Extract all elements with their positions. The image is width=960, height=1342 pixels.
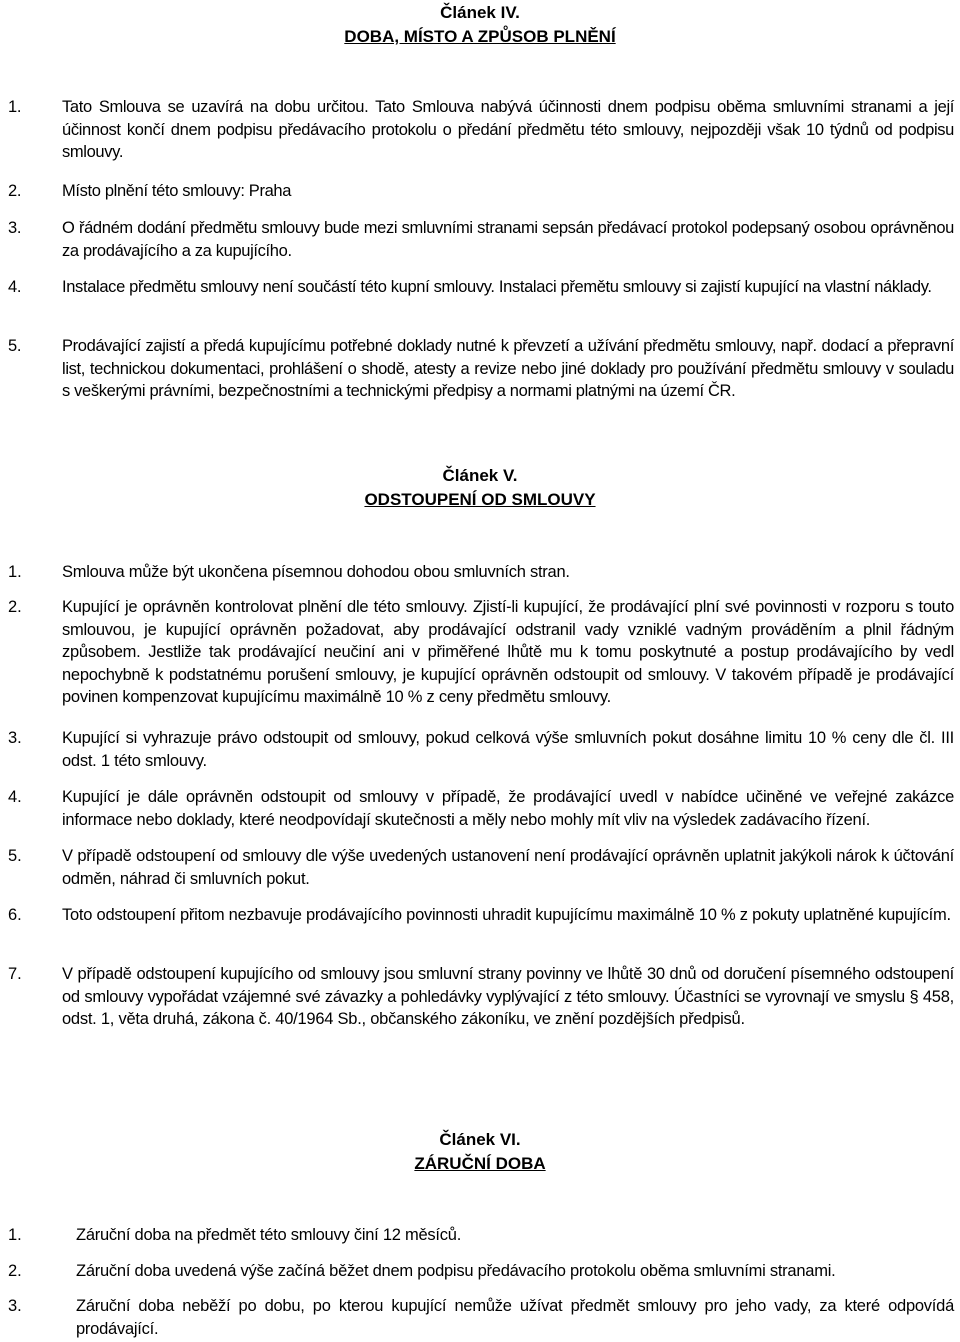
article-5-number: Článek V.	[442, 466, 518, 485]
item-text: Kupující si vyhrazuje právo odstoupit od smlouvy, pokud celková výše smluvních pokut dosáhne limitu 10 % ceny dle čl. III odst. 1 této smlouvy.	[62, 729, 954, 770]
article-6-item-1	[8, 1224, 954, 1247]
item-number: 3.	[8, 729, 22, 747]
item-number: 2.	[8, 1262, 22, 1280]
item-text: Instalace předmětu smlouvy není součástí této kupní smlouvy. Instalaci přemětu smlouvy si zajistí kupující na vlastní náklady.	[62, 278, 932, 296]
article-4-title: DOBA, MÍSTO A ZPŮSOB PLNĚNÍ	[344, 27, 616, 46]
item-number: 2.	[8, 598, 22, 616]
article-6-item-3	[8, 1295, 954, 1340]
article-4-item-5	[8, 335, 954, 403]
article-6-number: Článek VI.	[439, 1130, 521, 1149]
item-number: 2.	[8, 182, 22, 200]
article-6-item-2	[8, 1260, 954, 1283]
article-4-number: Článek IV.	[440, 3, 520, 22]
item-text: Záruční doba neběží po dobu, po kterou kupující nemůže užívat předmět smlouvy pro jeho vady, za které odpovídá prodávající.	[76, 1297, 954, 1338]
item-number: 6.	[8, 906, 22, 924]
article-5-item-2	[8, 596, 954, 709]
item-text: Prodávající zajistí a předá kupujícímu potřebné doklady nutné k převzetí a užívání předmětu smlouvy, např. dodací a přepravní list, technickou dokumentaci, prohlášení o shodě, atesty a revize nebo jiné doklady pro používání předmětu smlouvy v souladu s veškerými právními, bezpečnostními a technickými předpisy a normami platnými na území ČR.	[62, 337, 954, 400]
item-number: 5.	[8, 337, 22, 355]
article-5-item-5	[8, 845, 954, 890]
item-text: V případě odstoupení kupujícího od smlouvy jsou smluvní strany povinny ve lhůtě 30 dnů od doručení písemného odstoupení od smlouvy vypořádat vzájemné své závazky a pohledávky vyplývající z této smlouvy. Účastníci se vyrovnají ve smyslu § 458, odst. 1, věta druhá, zákona č. 40/1964 Sb., občanského zákoníku, ve znění pozdějších předpisů.	[62, 965, 954, 1028]
article-4-item-2	[8, 180, 954, 203]
item-number: 1.	[8, 563, 22, 581]
article-5-item-1	[8, 561, 954, 584]
article-5-item-4	[8, 786, 954, 831]
article-4-item-3	[8, 217, 954, 262]
article-4-item-1	[8, 96, 954, 164]
item-number: 4.	[8, 788, 22, 806]
item-text: Záruční doba uvedená výše začíná běžet dnem podpisu předávacího protokolu oběma smluvními stranami.	[76, 1262, 836, 1280]
item-text: Toto odstoupení přitom nezbavuje prodávajícího povinnosti uhradit kupujícímu maximálně 10 % z pokuty uplatněné kupujícím.	[62, 906, 951, 924]
item-number: 7.	[8, 965, 22, 983]
item-number: 5.	[8, 847, 22, 865]
item-text: V případě odstoupení od smlouvy dle výše uvedených ustanovení není prodávající oprávněn uplatnit jakýkoli nárok k účtování odměn, náhrad či smluvních pokut.	[62, 847, 954, 888]
item-number: 1.	[8, 1226, 22, 1244]
item-text: O řádném dodání předmětu smlouvy bude mezi smluvními stranami sepsán předávací protokol podepsaný osobou oprávněnou za prodávajícího a za kupujícího.	[62, 219, 954, 260]
item-text: Kupující je oprávněn kontrolovat plnění dle této smlouvy. Zjistí-li kupující, že prodávající plní své povinnosti v rozporu s touto smlouvou, je kupující oprávněn požadovat, aby prodávající odstranil vady vzniklé vadným prováděním a plnil řádným způsobem. Jestliže tak prodávající neučiní ani v přiměřené lhůtě mu k tomu poskytnuté a postup prodávajícího by vedl nepochybně k podstatnému porušení smlouvy, je kupující oprávněn odstoupit od smlouvy. V takovém případě je prodávající povinen kompenzovat kupujícímu maximálně 10 % z ceny předmětu smlouvy.	[62, 598, 954, 706]
item-number: 4.	[8, 278, 22, 296]
article-5-title: ODSTOUPENÍ OD SMLOUVY	[364, 490, 596, 509]
item-number: 3.	[8, 219, 22, 237]
article-6-title: ZÁRUČNÍ DOBA	[414, 1154, 546, 1173]
article-5-heading	[0, 465, 960, 512]
article-4-item-4	[8, 276, 954, 299]
item-text: Smlouva může být ukončena písemnou dohodou obou smluvních stran.	[62, 563, 570, 581]
item-number: 3.	[8, 1297, 22, 1315]
article-5-item-3	[8, 727, 954, 772]
article-5-item-6	[8, 904, 954, 927]
item-text: Místo plnění této smlouvy: Praha	[62, 182, 292, 200]
article-4-heading	[0, 2, 960, 49]
item-text: Záruční doba na předmět této smlouvy činí 12 měsíců.	[76, 1226, 462, 1244]
article-5-item-7	[8, 963, 954, 1031]
article-6-heading	[0, 1129, 960, 1176]
item-text: Kupující je dále oprávněn odstoupit od smlouvy v případě, že prodávající uvedl v nabídce učiněné ve veřejné zakázce informace nebo doklady, které neodpovídají skutečnosti a měly nebo mohly mít vliv na výsledek zadávacího řízení.	[62, 788, 954, 829]
item-text: Tato Smlouva se uzavírá na dobu určitou. Tato Smlouva nabývá účinnosti dnem podpisu oběma smluvními stranami a její účinnost končí dnem podpisu předávacího protokolu o předání předmětu této smlouvy, nejpozději však 10 týdnů od podpisu smlouvy.	[62, 98, 954, 161]
item-number: 1.	[8, 98, 22, 116]
